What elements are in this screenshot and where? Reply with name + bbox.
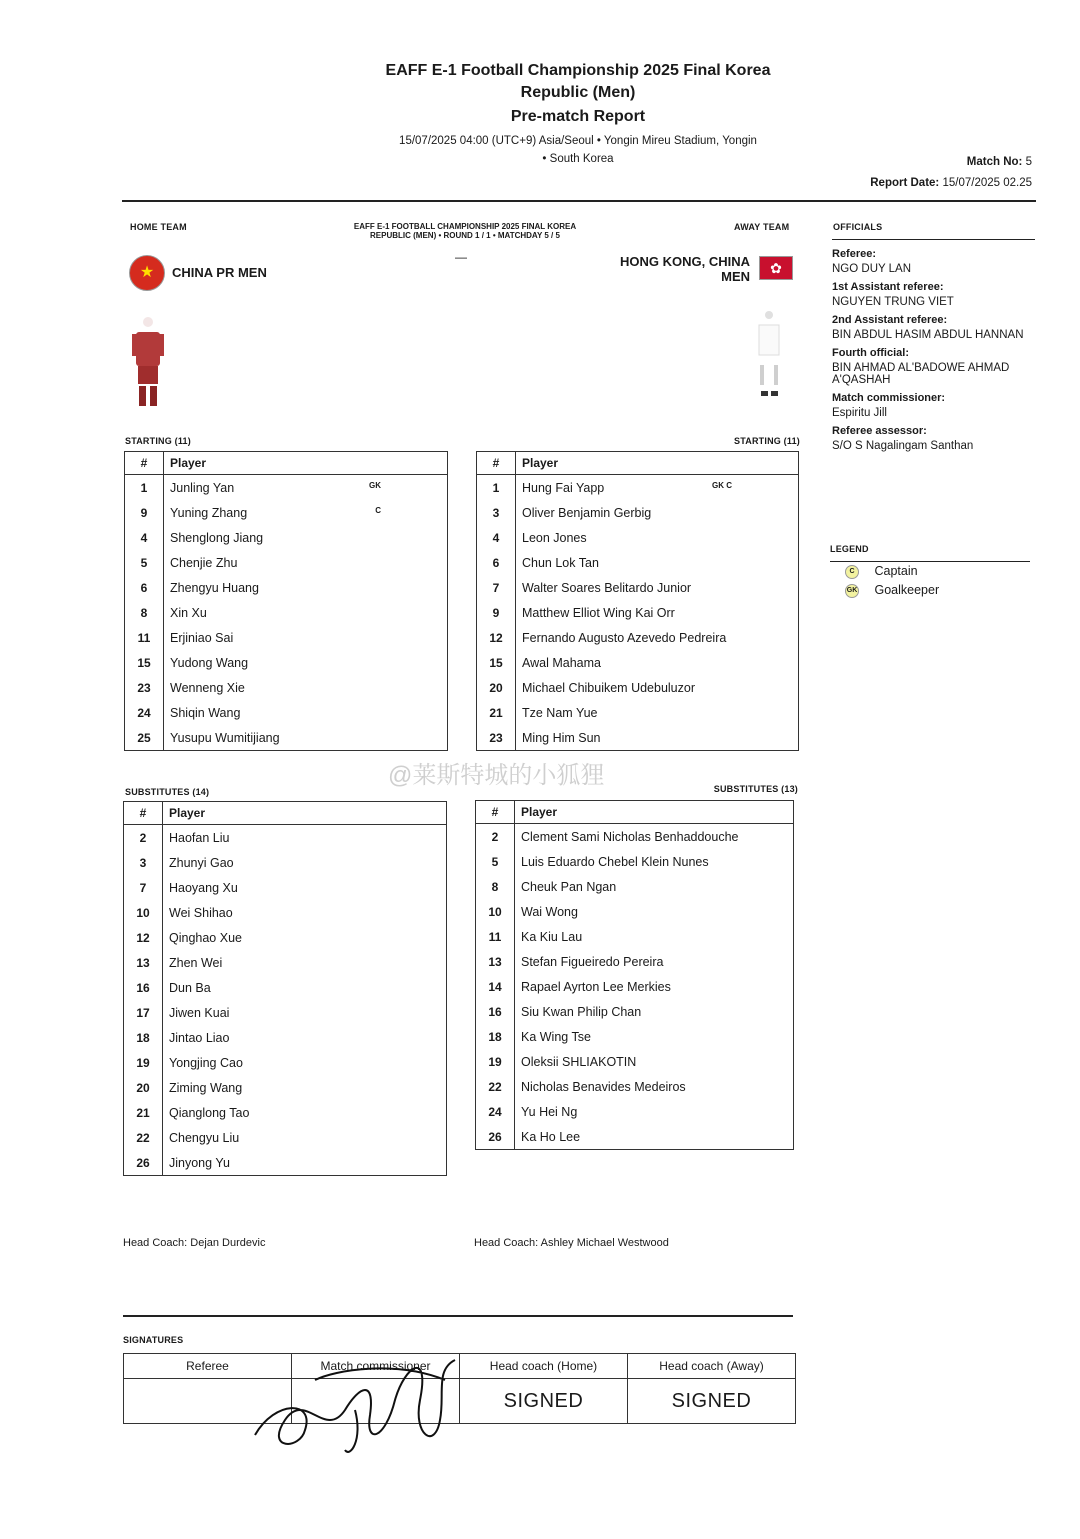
- away-team-name-line1: HONG KONG, CHINA: [620, 254, 750, 269]
- player-name: Walter Soares Belitardo Junior: [522, 580, 692, 595]
- player-cell: [515, 974, 794, 999]
- sig-col-home-coach: Head coach (Home): [460, 1354, 628, 1379]
- legend-captain: [842, 564, 918, 579]
- table-row: [124, 975, 447, 1000]
- player-number: 21: [124, 1100, 163, 1125]
- player-number: 17: [124, 1000, 163, 1025]
- player-cell: [515, 1124, 794, 1150]
- player-name: Erjiniao Sai: [170, 630, 234, 645]
- table-row: [124, 925, 447, 950]
- player-number: 22: [124, 1125, 163, 1150]
- player-role-badge: GK C: [712, 480, 732, 490]
- report-date-value: 15/07/2025 02.25: [942, 177, 1032, 189]
- table-row: [124, 825, 447, 851]
- player-number: 8: [125, 600, 164, 625]
- competition-info: [330, 222, 600, 240]
- table-row: [125, 525, 448, 550]
- player-cell: [163, 1150, 447, 1176]
- player-number: 24: [125, 700, 164, 725]
- table-row: [476, 1024, 794, 1049]
- player-name: Oliver Benjamin Gerbig: [522, 505, 652, 520]
- player-cell: [515, 1074, 794, 1099]
- player-number: 26: [476, 1124, 515, 1150]
- player-number: 13: [476, 949, 515, 974]
- report-title-line1: EAFF E-1 Football Championship 2025 Final Korea: [385, 62, 771, 79]
- player-name: Zhengyu Huang: [170, 580, 259, 595]
- sig-col-commissioner: Match commissioner: [292, 1354, 460, 1379]
- player-number: 22: [476, 1074, 515, 1099]
- player-number: 1: [477, 475, 516, 501]
- player-name: Awal Mahama: [522, 655, 601, 670]
- player-number: 26: [124, 1150, 163, 1176]
- table-row: [477, 575, 799, 600]
- player-cell: [515, 1024, 794, 1049]
- player-cell: [515, 1049, 794, 1074]
- player-cell: [515, 899, 794, 924]
- table-row: [476, 999, 794, 1024]
- player-name: Nicholas Benavides Medeiros: [521, 1079, 686, 1094]
- player-name: Haoyang Xu: [169, 880, 238, 895]
- match-number-value: 5: [1025, 156, 1032, 168]
- player-name: Leon Jones: [522, 530, 587, 545]
- table-row: [124, 900, 447, 925]
- signatures-heading: SIGNATURES: [123, 1335, 184, 1345]
- player-number: 16: [124, 975, 163, 1000]
- table-row: [124, 1050, 447, 1075]
- player-cell: [516, 575, 799, 600]
- col-number: #: [476, 801, 515, 824]
- player-cell: [515, 924, 794, 949]
- away-starting-label: STARTING (11): [734, 436, 800, 446]
- table-row: [476, 1124, 794, 1150]
- player-name: Chun Lok Tan: [522, 555, 599, 570]
- player-name: Dun Ba: [169, 980, 211, 995]
- player-number: 10: [124, 900, 163, 925]
- table-row: [477, 725, 799, 751]
- player-name: Wenneng Xie: [170, 680, 245, 695]
- player-name: Clement Sami Nicholas Benhaddouche: [521, 829, 739, 844]
- player-cell: [163, 850, 447, 875]
- sig-col-away-coach: Head coach (Away): [628, 1354, 796, 1379]
- player-number: 1: [125, 475, 164, 501]
- competition-line2: REPUBLIC (MEN) • ROUND 1 / 1 • MATCHDAY 5 / 5: [370, 231, 560, 240]
- player-number: 18: [124, 1025, 163, 1050]
- sig-col-referee: Referee: [124, 1354, 292, 1379]
- player-number: 9: [477, 600, 516, 625]
- player-name: Oleksii SHLIAKOTIN: [521, 1054, 637, 1069]
- table-row: [476, 849, 794, 874]
- player-cell: [515, 999, 794, 1024]
- away-head-coach: Head Coach: Ashley Michael Westwood: [474, 1237, 669, 1249]
- player-cell: [164, 625, 448, 650]
- player-name: Luis Eduardo Chebel Klein Nunes: [521, 854, 709, 869]
- player-cell: [163, 1000, 447, 1025]
- player-name: Jintao Liao: [169, 1030, 230, 1045]
- home-starting-label: STARTING (11): [125, 436, 191, 446]
- table-row: [477, 500, 799, 525]
- table-row: [476, 974, 794, 999]
- table-row: [125, 600, 448, 625]
- player-number: 9: [125, 500, 164, 525]
- table-row: [125, 625, 448, 650]
- player-name: Qianglong Tao: [169, 1105, 250, 1120]
- table-row: [477, 625, 799, 650]
- player-cell: [163, 1100, 447, 1125]
- player-name: Ziming Wang: [169, 1080, 243, 1095]
- table-row: [125, 700, 448, 725]
- player-name: Haofan Liu: [169, 830, 230, 845]
- away-subs-label: SUBSTITUTES (13): [713, 784, 798, 794]
- player-name: Stefan Figueiredo Pereira: [521, 954, 664, 969]
- player-cell: [164, 550, 448, 575]
- official-name: Espiritu Jill: [832, 407, 887, 419]
- col-player: Player: [516, 452, 799, 475]
- legend-goalkeeper-text: Goalkeeper: [874, 583, 940, 597]
- table-row: [476, 949, 794, 974]
- player-number: 16: [476, 999, 515, 1024]
- player-name: Qinghao Xue: [169, 930, 242, 945]
- player-name: Hung Fai Yapp: [522, 480, 605, 495]
- table-row: [125, 475, 448, 501]
- legend-heading: LEGEND: [830, 544, 869, 554]
- player-name: Zhen Wei: [169, 955, 223, 970]
- player-cell: [516, 625, 799, 650]
- officials-divider: [832, 239, 1035, 240]
- captain-badge-icon: C: [845, 565, 859, 579]
- player-cell: [164, 650, 448, 675]
- player-name: Matthew Elliot Wing Kai Orr: [522, 605, 675, 620]
- player-cell: [516, 650, 799, 675]
- player-name: Zhunyi Gao: [169, 855, 234, 870]
- player-name: Tze Nam Yue: [522, 705, 598, 720]
- table-row: [476, 899, 794, 924]
- player-cell: [163, 875, 447, 900]
- player-number: 20: [477, 675, 516, 700]
- table-row: [125, 575, 448, 600]
- player-number: 23: [125, 675, 164, 700]
- player-number: 7: [124, 875, 163, 900]
- player-number: 14: [476, 974, 515, 999]
- goalkeeper-badge-icon: GK: [845, 584, 859, 598]
- player-name: Junling Yan: [170, 480, 235, 495]
- player-cell: [163, 1025, 447, 1050]
- player-name: Rapael Ayrton Lee Merkies: [521, 979, 671, 994]
- table-row: [125, 550, 448, 575]
- table-row: [477, 650, 799, 675]
- official-role: Fourth official:: [832, 347, 909, 359]
- table-row: [477, 600, 799, 625]
- player-cell: [515, 949, 794, 974]
- player-cell: [516, 550, 799, 575]
- player-cell: [515, 849, 794, 874]
- player-number: 4: [477, 525, 516, 550]
- player-cell: [164, 725, 448, 751]
- home-team-label: HOME TEAM: [130, 222, 187, 232]
- player-role-badge: GK: [369, 480, 381, 490]
- match-datetime-venue: 15/07/2025 04:00 (UTC+9) Asia/Seoul • Yongin Mireu Stadium, Yongin: [399, 135, 757, 147]
- officials-heading: OFFICIALS: [833, 222, 883, 232]
- official-role: Match commissioner:: [832, 392, 946, 404]
- table-row: [476, 1074, 794, 1099]
- player-name: Yongjing Cao: [169, 1055, 243, 1070]
- player-name: Chengyu Liu: [169, 1130, 240, 1145]
- sig-away-coach-value: SIGNED: [628, 1379, 796, 1424]
- player-cell: [163, 1075, 447, 1100]
- report-date: [870, 177, 1032, 189]
- player-number: 2: [124, 825, 163, 851]
- player-number: 12: [124, 925, 163, 950]
- home-subs-table: [123, 801, 447, 1176]
- table-row: [476, 1049, 794, 1074]
- player-cell: [164, 525, 448, 550]
- player-cell: [163, 975, 447, 1000]
- player-number: 3: [124, 850, 163, 875]
- player-name: Siu Kwan Philip Chan: [521, 1004, 642, 1019]
- player-number: 19: [476, 1049, 515, 1074]
- player-cell: [164, 700, 448, 725]
- table-row: [124, 950, 447, 975]
- player-name: Michael Chibuikem Udebuluzor: [522, 680, 695, 695]
- table-row: [124, 875, 447, 900]
- away-team-name-line2: MEN: [721, 269, 750, 284]
- player-number: 4: [125, 525, 164, 550]
- player-name: Ka Wing Tse: [521, 1029, 591, 1044]
- player-cell: [516, 725, 799, 751]
- table-row: [476, 824, 794, 850]
- home-head-coach: Head Coach: Dejan Durdevic: [123, 1237, 266, 1249]
- player-cell: [516, 525, 799, 550]
- player-cell: [515, 1099, 794, 1124]
- player-name: Yu Hei Ng: [521, 1104, 578, 1119]
- legend-divider: [830, 561, 1030, 562]
- player-number: 12: [477, 625, 516, 650]
- player-number: 13: [124, 950, 163, 975]
- officials-list: [832, 248, 1032, 452]
- player-name: Shiqin Wang: [170, 705, 241, 720]
- sig-home-coach-value: SIGNED: [460, 1379, 628, 1424]
- official-role: Referee assessor:: [832, 425, 927, 437]
- player-cell: [163, 825, 447, 851]
- report-subtitle: Pre-match Report: [510, 108, 646, 125]
- player-cell: [516, 475, 799, 501]
- player-number: 2: [476, 824, 515, 850]
- player-name: Wei Shihao: [169, 905, 233, 920]
- table-row: [124, 1075, 447, 1100]
- table-row: [124, 1125, 447, 1150]
- official-name: BIN ABDUL HASIM ABDUL HANNAN: [832, 329, 1024, 341]
- match-number-label: Match No:: [966, 156, 1023, 168]
- table-row: [124, 1000, 447, 1025]
- player-name: Jinyong Yu: [169, 1155, 230, 1170]
- table-row: [477, 525, 799, 550]
- player-name: Shenglong Jiang: [170, 530, 264, 545]
- player-name: Yuning Zhang: [170, 505, 248, 520]
- col-number: #: [124, 802, 163, 825]
- player-number: 25: [125, 725, 164, 751]
- table-row: [476, 924, 794, 949]
- away-team-name: [560, 254, 750, 284]
- official-name: NGO DUY LAN: [832, 263, 912, 275]
- legend-captain-text: Captain: [874, 564, 918, 578]
- player-cell: [163, 925, 447, 950]
- official-name: S/O S Nagalingam Santhan: [832, 440, 974, 452]
- table-row: [477, 475, 799, 501]
- player-number: 6: [125, 575, 164, 600]
- watermark: @莱斯特城的小狐狸: [388, 762, 605, 789]
- table-row: [125, 500, 448, 525]
- player-number: 11: [125, 625, 164, 650]
- table-row: [477, 675, 799, 700]
- header-divider: [122, 200, 1036, 202]
- away-subs-table: [475, 800, 794, 1150]
- col-player: Player: [164, 452, 448, 475]
- player-cell: [516, 500, 799, 525]
- table-row: [124, 850, 447, 875]
- score: —: [455, 250, 467, 264]
- player-number: 6: [477, 550, 516, 575]
- player-cell: [515, 824, 794, 850]
- report-date-label: Report Date:: [870, 177, 940, 189]
- player-number: 15: [477, 650, 516, 675]
- player-number: 24: [476, 1099, 515, 1124]
- col-number: #: [477, 452, 516, 475]
- table-row: [125, 650, 448, 675]
- player-name: Xin Xu: [170, 605, 207, 620]
- player-number: 5: [125, 550, 164, 575]
- table-row: [477, 550, 799, 575]
- player-cell: [516, 675, 799, 700]
- player-number: 8: [476, 874, 515, 899]
- match-country: • South Korea: [542, 153, 614, 165]
- player-cell: [163, 1125, 447, 1150]
- player-number: 20: [124, 1075, 163, 1100]
- player-number: 15: [125, 650, 164, 675]
- player-name: Yudong Wang: [170, 655, 249, 670]
- player-cell: [163, 900, 447, 925]
- player-number: 5: [476, 849, 515, 874]
- player-name: Jiwen Kuai: [169, 1005, 230, 1020]
- legend-goalkeeper: [842, 583, 939, 598]
- player-cell: [163, 1050, 447, 1075]
- handwritten-signature: [245, 1340, 475, 1460]
- player-name: Fernando Augusto Azevedo Pedreira: [522, 630, 727, 645]
- player-name: Wai Wong: [521, 904, 578, 919]
- home-starting-table: [124, 451, 448, 751]
- home-subs-label: SUBSTITUTES (14): [125, 787, 210, 797]
- china-flag-icon: ★: [129, 255, 165, 291]
- player-role-badge: C: [375, 505, 381, 515]
- col-number: #: [125, 452, 164, 475]
- report-title-line2: Republic (Men): [520, 84, 636, 101]
- table-row: [125, 725, 448, 751]
- col-player: Player: [163, 802, 447, 825]
- table-row: [124, 1100, 447, 1125]
- match-number: [967, 156, 1032, 168]
- player-cell: [163, 950, 447, 975]
- table-row: [124, 1150, 447, 1176]
- competition-line1: EAFF E-1 FOOTBALL CHAMPIONSHIP 2025 FINAL KOREA: [353, 222, 577, 231]
- player-cell: [164, 475, 448, 501]
- table-row: [477, 700, 799, 725]
- player-cell: [515, 874, 794, 899]
- official-role: 2nd Assistant referee:: [832, 314, 948, 326]
- home-kit-icon: [130, 312, 170, 408]
- away-kit-icon: [752, 305, 786, 401]
- home-team-name: CHINA PR MEN: [172, 265, 267, 280]
- player-name: Chenjie Zhu: [170, 555, 238, 570]
- hong-kong-flag-icon: ✿: [759, 256, 793, 280]
- player-number: 11: [476, 924, 515, 949]
- player-number: 18: [476, 1024, 515, 1049]
- player-name: Yusupu Wumitijiang: [170, 730, 280, 745]
- player-number: 23: [477, 725, 516, 751]
- official-role: Referee:: [832, 248, 877, 260]
- signatures-divider: [123, 1315, 793, 1317]
- player-name: Ka Ho Lee: [521, 1129, 581, 1144]
- table-row: [476, 1099, 794, 1124]
- player-number: 19: [124, 1050, 163, 1075]
- player-number: 21: [477, 700, 516, 725]
- player-number: 3: [477, 500, 516, 525]
- away-starting-table: [476, 451, 799, 751]
- away-team-label: AWAY TEAM: [734, 222, 790, 232]
- player-number: 10: [476, 899, 515, 924]
- player-cell: [164, 500, 448, 525]
- player-number: 7: [477, 575, 516, 600]
- player-name: Ming Him Sun: [522, 730, 601, 745]
- player-cell: [516, 600, 799, 625]
- player-cell: [164, 675, 448, 700]
- official-name: NGUYEN TRUNG VIET: [832, 296, 954, 308]
- player-cell: [164, 600, 448, 625]
- official-name: BIN AHMAD AL'BADOWE AHMAD A'QASHAH: [832, 362, 1010, 386]
- player-cell: [516, 700, 799, 725]
- col-player: Player: [515, 801, 794, 824]
- player-cell: [164, 575, 448, 600]
- table-row: [124, 1025, 447, 1050]
- player-name: Ka Kiu Lau: [521, 929, 583, 944]
- table-row: [125, 675, 448, 700]
- official-role: 1st Assistant referee:: [832, 281, 944, 293]
- player-name: Cheuk Pan Ngan: [521, 879, 617, 894]
- table-row: [476, 874, 794, 899]
